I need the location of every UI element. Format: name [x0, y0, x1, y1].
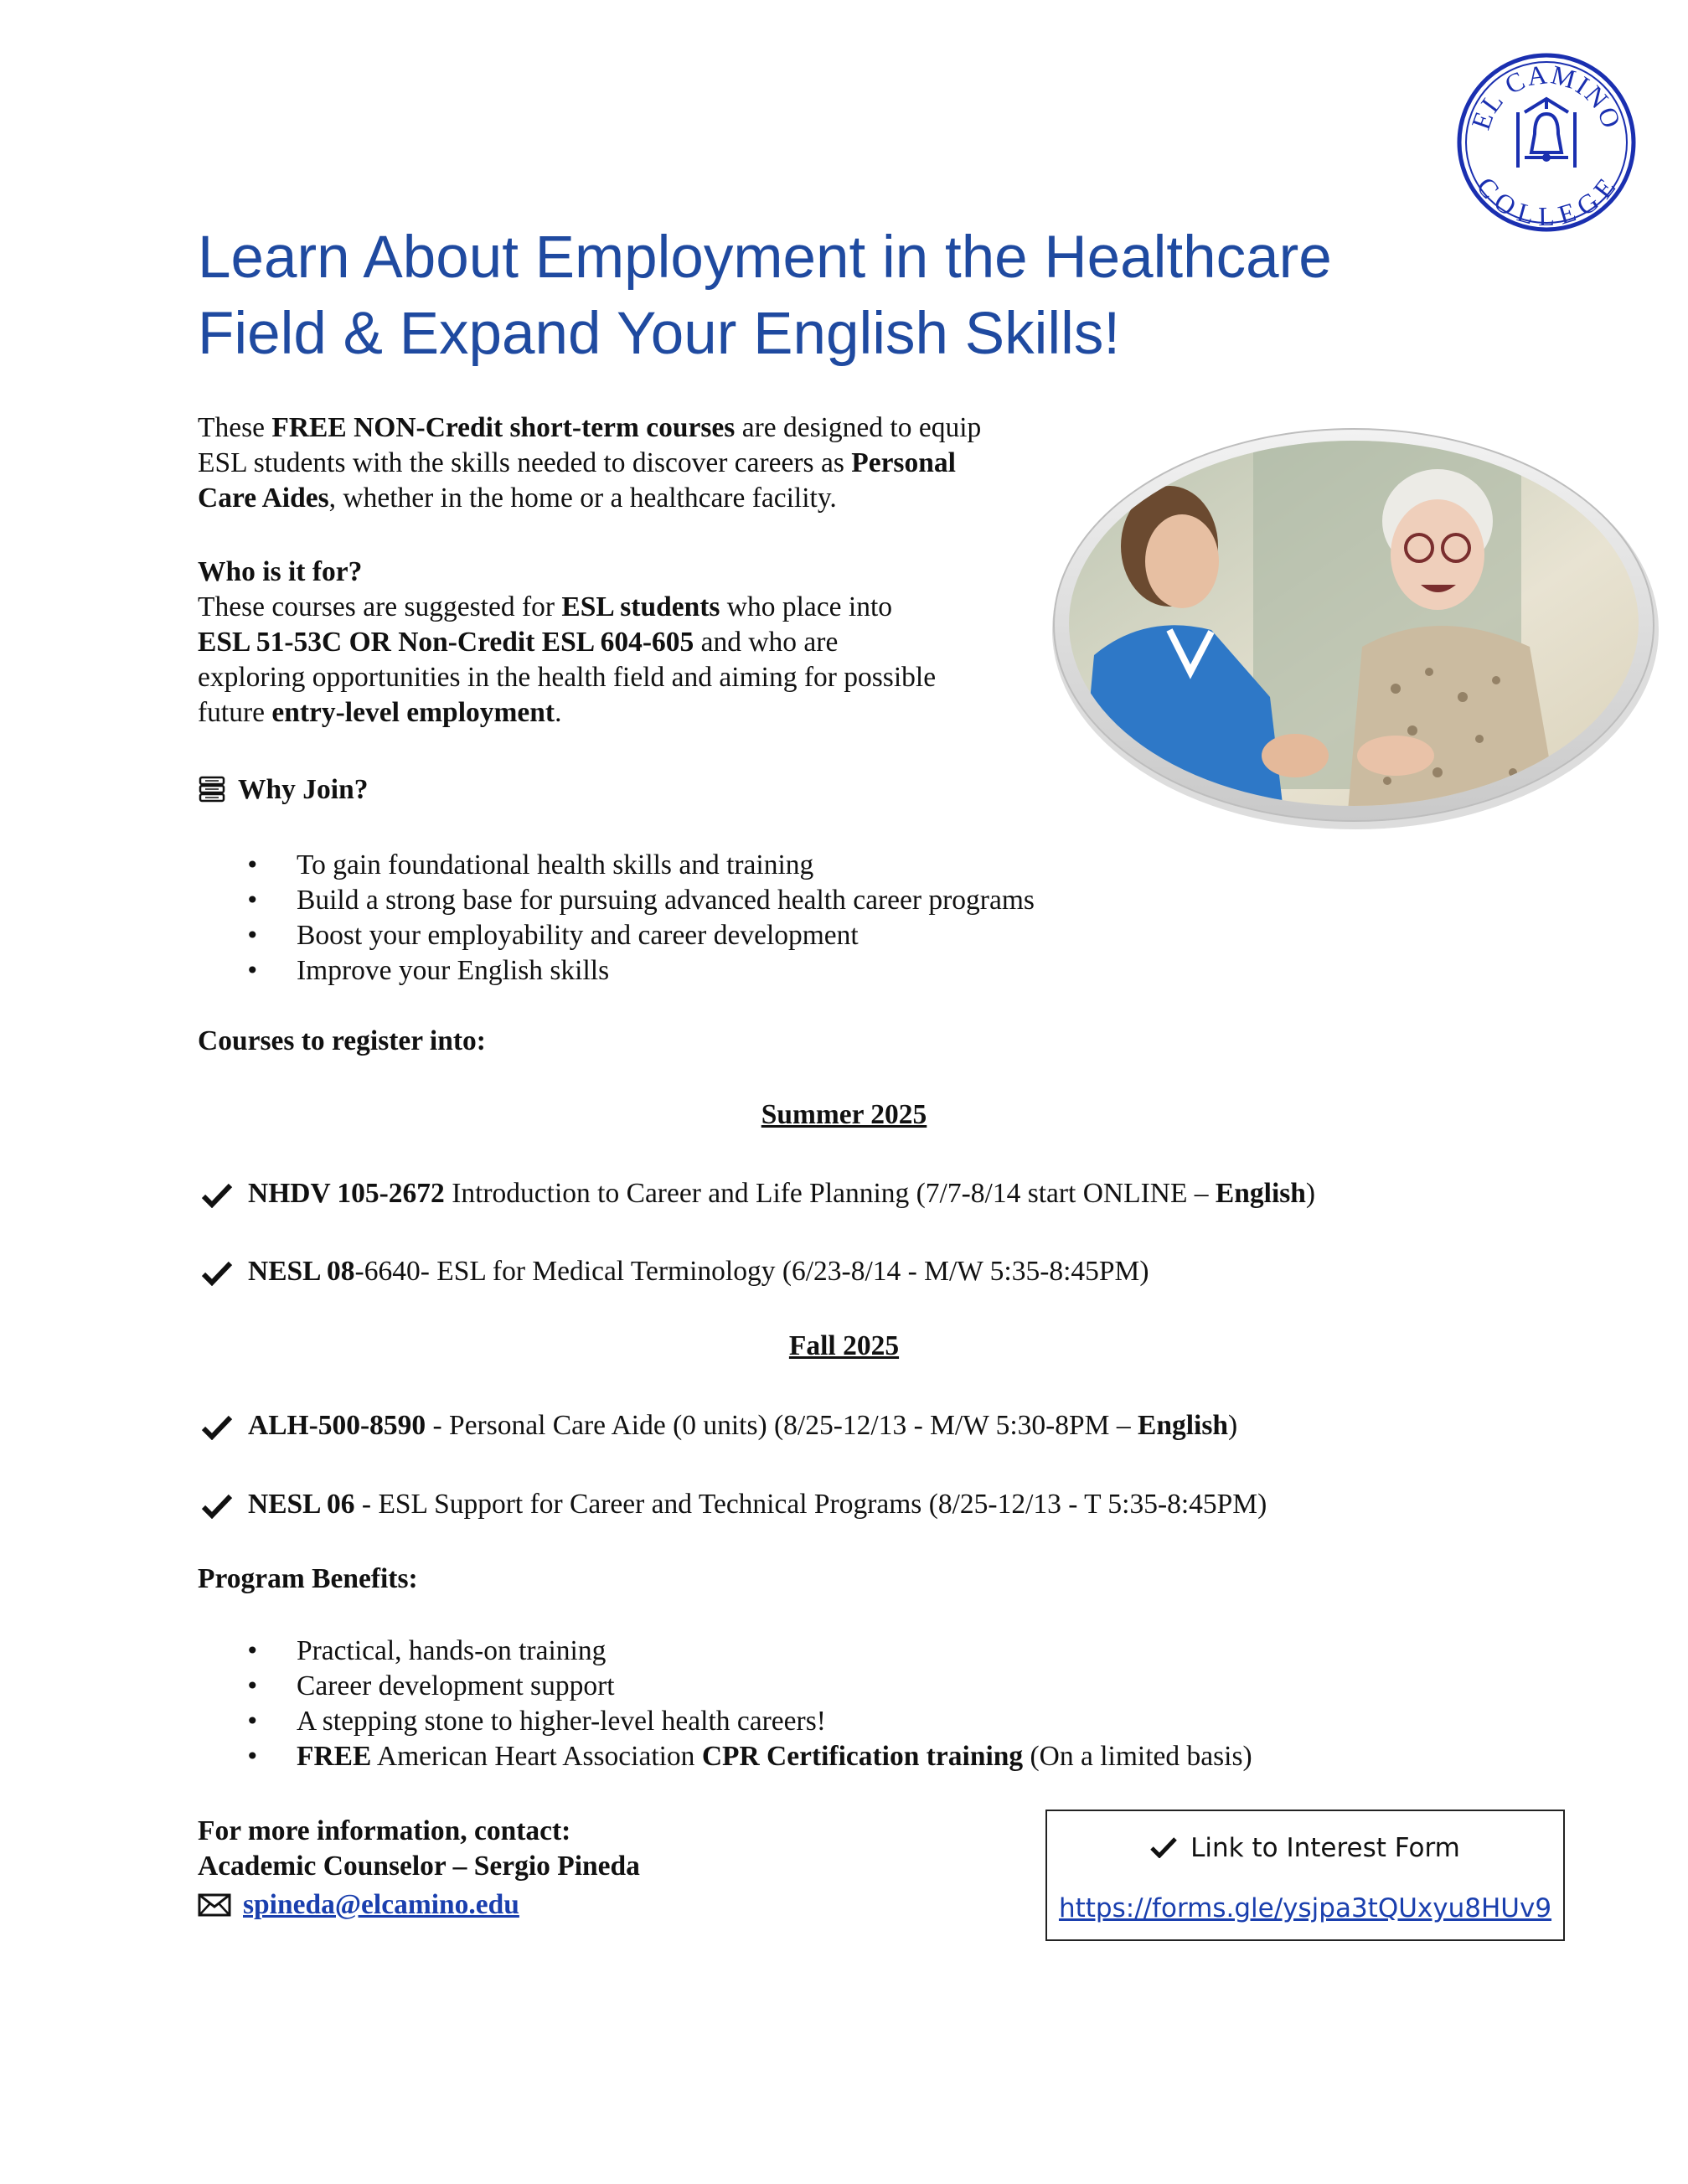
list-item: • A stepping stone to higher-level health careers!	[198, 1704, 1252, 1739]
title-line-2: Field & Expand Your English Skills!	[198, 301, 1121, 367]
summer-heading: Summer 2025	[761, 1099, 927, 1130]
who-heading: Who is it for?	[198, 556, 363, 587]
list-item: • Boost your employability and career development	[198, 918, 1035, 953]
benefits-heading: Program Benefits:	[198, 1563, 418, 1594]
page-title	[198, 219, 1505, 372]
books-icon	[198, 775, 226, 813]
interest-form-box	[1045, 1810, 1565, 1941]
counselor-name: Academic Counselor – Sergio Pineda	[198, 1851, 640, 1882]
interest-form-title: Link to Interest Form	[1047, 1833, 1563, 1865]
list-item: • Improve your English skills	[198, 953, 1035, 989]
el-camino-college-logo	[1454, 50, 1639, 235]
why-join-heading: Why Join?	[198, 772, 368, 813]
list-item: • Career development support	[198, 1669, 1252, 1704]
course-nesl-06: NESL 06 - ESL Support for Career and Technical Programs (8/25-12/13 - T 5:35-8:45PM)	[201, 1487, 1267, 1522]
contact-heading: For more information, contact:	[198, 1815, 571, 1846]
intro-paragraph: These FREE NON-Credit short-term courses are designed to equip ESL students with the skills needed to discover careers as Personal Care Aides, whether in the home or a healthcare facility.	[198, 412, 982, 514]
checkmark-icon	[1150, 1835, 1177, 1865]
svg-text:COLLEGE: COLLEGE	[1470, 171, 1623, 232]
title-line-1: Learn About Employment in the Healthcare	[198, 225, 1332, 291]
checkmark-icon	[201, 1415, 248, 1440]
checkmark-icon	[201, 1494, 248, 1519]
why-join-list	[198, 848, 1035, 989]
course-alh-500: ALH-500-8590 - Personal Care Aide (0 units) (8/25-12/13 - M/W 5:30-8PM – English)	[201, 1408, 1237, 1443]
email-link[interactable]: spineda@elcamino.edu	[243, 1889, 519, 1920]
course-nesl-08: NESL 08-6640- ESL for Medical Terminology (6/23-8/14 - M/W 5:35-8:45PM)	[201, 1254, 1149, 1289]
checkmark-icon	[201, 1261, 248, 1286]
courses-heading: Courses to register into:	[198, 1025, 486, 1056]
envelope-icon	[198, 1891, 231, 1926]
fall-heading: Fall 2025	[788, 1330, 900, 1361]
contact-section	[198, 1814, 640, 1926]
who-is-it-for-section: Who is it for? These courses are suggested for ESL students who place into ESL 51-53C OR Non-Credit ESL 604-605 and who are exploring opportunities in the health field and aiming for possible future entry-level employment.	[198, 555, 1061, 731]
list-item: • Practical, hands-on training	[198, 1634, 1252, 1669]
list-item: • To gain foundational health skills and training	[198, 848, 1035, 883]
list-item: • Build a strong base for pursuing advanced health career programs	[198, 883, 1035, 918]
svg-text:EL CAMINO: EL CAMINO	[1465, 59, 1628, 134]
course-nhdv-105: NHDV 105-2672 Introduction to Career and Life Planning (7/7-8/14 start ONLINE – English)	[201, 1176, 1315, 1211]
interest-form-link[interactable]: https://forms.gle/ysjpa3tQUxyu8HUv9	[1058, 1893, 1552, 1923]
checkmark-icon	[201, 1183, 248, 1208]
benefits-list	[198, 1634, 1252, 1774]
caregiver-photo	[1044, 421, 1664, 839]
list-item: • FREE American Heart Association CPR Certification training (On a limited basis)	[198, 1739, 1252, 1774]
